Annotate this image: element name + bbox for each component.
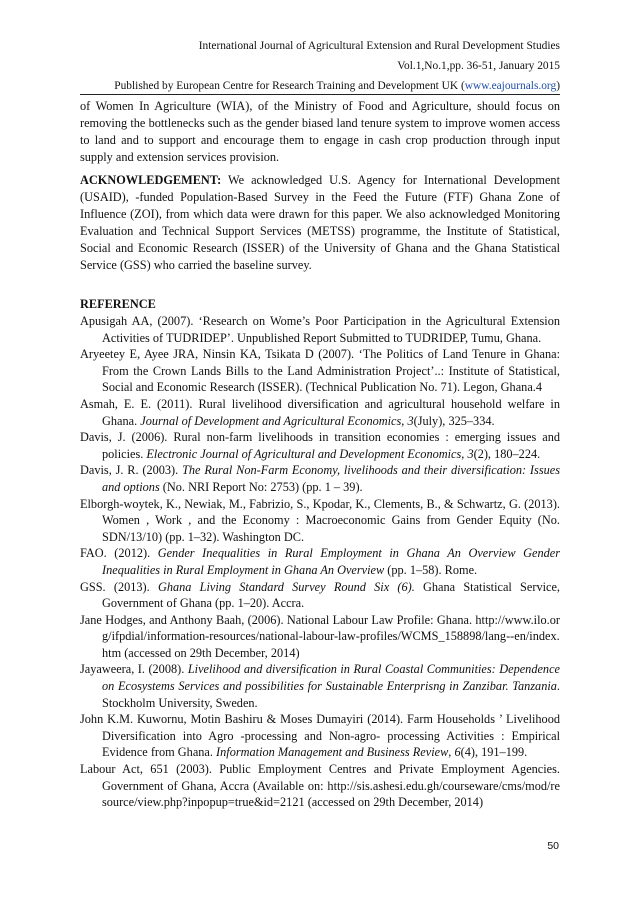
ref-text: (July), 325–334. (413, 413, 495, 428)
publisher-line (114, 80, 560, 93)
ref-journal: Journal of Development and Agricultural Economics (140, 413, 402, 428)
ref-url[interactable]: http://sis.ashesi.edu.gh/courseware/cms/mod/resource/view.php?inpopup=true&id=2121 (102, 778, 560, 810)
body-paragraph: of Women In Agriculture (WIA), of the Ministry of Food and Agriculture, should focus on removing the bottlenecks such as the gender biased land tenure system to improve women access to land and to support and encourage them to engage in cash crop production through input supply and extension services provision. (80, 99, 560, 164)
publisher-prefix: Published by European Centre for Research Training and Development UK ( (114, 80, 465, 92)
page-number: 50 (547, 840, 559, 852)
reference-item (80, 545, 560, 578)
ref-text: (accessed on 29th December, 2014) (304, 795, 484, 810)
reference-item (80, 429, 560, 462)
ref-volume: 3 (407, 413, 414, 428)
reference-item (80, 661, 560, 711)
ref-text: (2), 180–224. (473, 446, 541, 461)
reference-item: Elborgh-woytek, K., Newiak, M., Fabrizio, S., Kpodar, K., Clements, B., & Schwartz, G. (2013). Women , Work , and the Economy : Macroeconomic Gains from Gender Equity (No. SDN/13/10) (pp. 1–32). Washington DC. (80, 496, 560, 544)
ref-text: Davis, J. R. (2003). (80, 463, 183, 478)
reference-item (80, 711, 560, 761)
ref-text: , (401, 413, 408, 428)
ref-text: (pp. 1–58). Rome. (384, 562, 478, 577)
ref-text: John K.M. Kuwornu, Motin Bashiru & Moses Dumayiri (2014). Farm Households ’ Livelihood Diversification into Agro -processing and Non-agro- processing Activities : Empirical Evidence from Ghana. (80, 712, 560, 760)
publisher-link[interactable]: www.eajournals.org (464, 80, 557, 92)
reference-heading: REFERENCE (80, 297, 156, 311)
reference-item (80, 396, 560, 429)
reference-item: Aryeetey E, Ayee JRA, Ninsin KA, Tsikata D (2007). ‘The Politics of Land Tenure in Ghana: From the Crown Lands Bills to the Land Administration Project’..: Institute of Statistical, Social and Economic Research (ISSER). (Technical Publication No. 71). Legon, Ghana.4 (80, 347, 560, 395)
reference-item: Apusigah AA, (2007). ‘Research on Wome’s Poor Participation in the Agricultural Extension Activities of TUDRIDEP’. Unpublished Report Submitted to TUDRIDEP, Tumu, Ghana. (80, 314, 560, 345)
ref-text: Labour Act, 651 (2003). Public Employment Centres and Private Employment Agencies. Government of Ghana, Accra (Available on: (80, 762, 560, 793)
ref-journal: Information Management and Business Review (216, 745, 449, 760)
ref-volume: 6 (454, 745, 461, 760)
reference-item (80, 462, 560, 495)
ref-text: FAO. (2012). (80, 546, 158, 561)
ref-text: (4), 191–199. (460, 745, 528, 760)
acknowledgement-text: We acknowledged U.S. Agency for International Development (USAID), -funded Population-Based Survey in the Feed the Future (FTF) Ghana Zone of Influence (ZOI), from which data were drawn for this paper. We also acknowledged Monitoring Evaluation and Technical Support Services (METSS) programme, the Institute of Statistical, Social and Economic Research (ISSER) of the University of Ghana and the Ghana Statistical Service (GSS) who carried the baseline survey. (80, 173, 560, 272)
ref-title: Gender Inequalities in Rural Employment in Ghana An Overview Gender Inequalities in Rural Employment in Ghana An Overview (102, 546, 560, 577)
ref-title: Livelihood and diversification in Rural Coastal Communities: Dependence on Ecosystems Services and possibilities for Sustainable Enterprisng in Zanzibar. Tanzania (102, 662, 560, 694)
journal-volume: Vol.1,No.1,pp. 36-51, January 2015 (397, 60, 560, 72)
publisher-suffix: ) (556, 80, 560, 92)
reference-item (80, 761, 560, 811)
journal-title: International Journal of Agricultural Extension and Rural Development Studies (198, 40, 560, 52)
acknowledgement-label: ACKNOWLEDGEMENT: (80, 173, 222, 187)
reference-list (80, 313, 560, 811)
ref-url[interactable]: http://www.ilo.org/ifpdial/information-resources/national-labour-law-profiles/WCMS_158898/lang--en/index.htm (102, 612, 560, 660)
ref-title: Ghana Living Standard Survey Round Six (6). (157, 579, 415, 594)
ref-text: , (448, 745, 455, 760)
reference-item (80, 612, 560, 662)
ref-text: Jayaweera, I. (2008). (80, 662, 188, 677)
ref-title: The Rural Non-Farm Economy, livelihoods and their diversification: Issues and options (102, 463, 560, 494)
header-divider (80, 94, 560, 95)
ref-text: , (461, 446, 468, 461)
ref-text: Jane Hodges, and Anthony Baah, (2006). National Labour Law Profile: Ghana. (80, 612, 476, 627)
ref-text: (No. NRI Report No: 2753) (pp. 1 – 39). (159, 479, 363, 494)
ref-journal: Electronic Journal of Agricultural and Development Economics (146, 446, 462, 461)
ref-volume: 3 (467, 446, 474, 461)
acknowledgement-paragraph (80, 172, 560, 274)
ref-text: Asmah, E. E. (2011). Rural livelihood diversification and agricultural household welfare in Ghana. (80, 396, 560, 428)
ref-text: Davis, J. (2006). Rural non-farm livelihoods in transition economies : emerging issues and policies. (80, 430, 560, 461)
reference-item (80, 579, 560, 612)
ref-text: (accessed on 29th December, 2014) (121, 645, 300, 660)
ref-text: GSS. (2013). (80, 579, 158, 594)
ref-text: Ghana Statistical Service, Government of Ghana (pp. 1–20). Accra. (102, 579, 560, 611)
ref-text: . Stockholm University, Sweden. (102, 679, 560, 710)
